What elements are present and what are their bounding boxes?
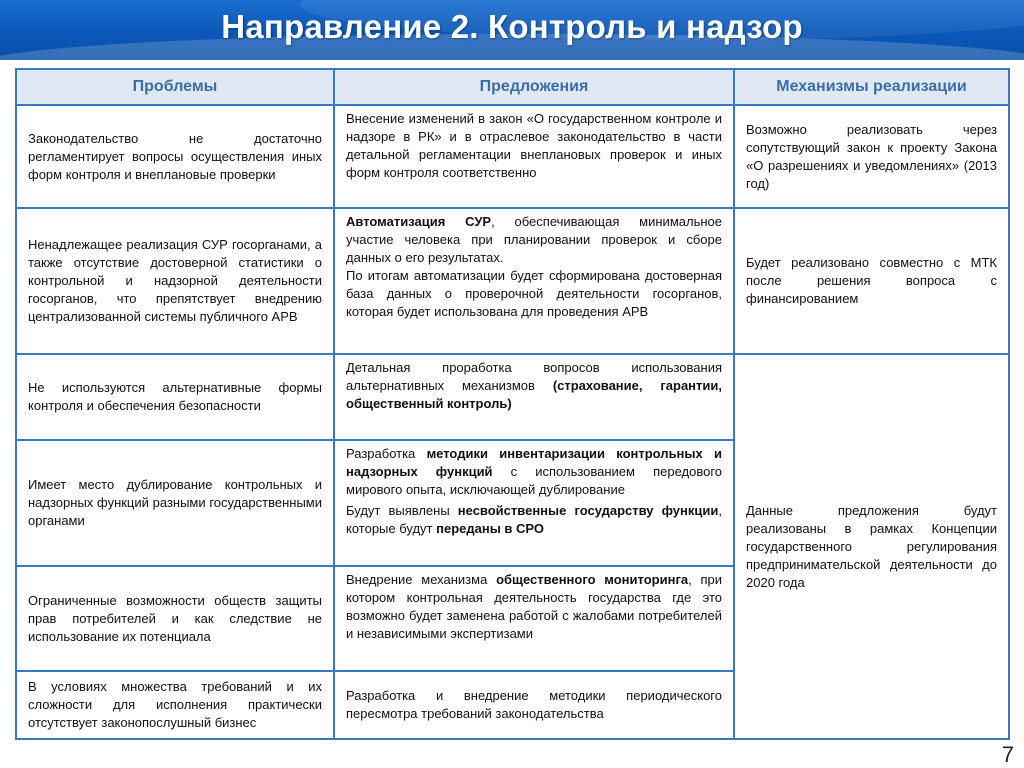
page-number: 7 xyxy=(1001,742,1014,767)
column-header-problems: Проблемы xyxy=(16,69,334,105)
column-header-mechanisms: Механизмы реализации xyxy=(734,69,1009,105)
proposal-paragraph xyxy=(346,502,722,538)
problem-cell: Законодательство не достаточно регламентирует вопросы осуществления иных форм контроля и внеплановые проверки xyxy=(16,105,334,208)
proposal-paragraph xyxy=(346,445,722,499)
table-row xyxy=(16,105,1009,208)
table-row xyxy=(16,208,1009,354)
slide-header xyxy=(0,0,1024,60)
proposal-text: Разработка xyxy=(346,446,427,461)
slide-title: Направление 2. Контроль и надзор xyxy=(221,8,803,45)
proposal-bold-text: общественного мониторинга xyxy=(496,572,689,587)
problem-cell: Имеет место дублирование контрольных и надзорных функций разными государственными органами xyxy=(16,440,334,566)
proposal-cell xyxy=(334,566,734,671)
proposal-bold-text: Автоматизация СУР xyxy=(346,214,492,229)
proposal-text: с использованием передового мирового опыта, исключающей дублирование xyxy=(346,464,722,497)
proposal-text: , обеспечивающая минимальное участие человека при планировании проверок и сборе данных о его результатах. xyxy=(346,214,722,265)
mechanism-cell: Будет реализовано совместно с МТК после решения вопроса с финансированием xyxy=(734,208,1009,354)
problem-cell: Не используются альтернативные формы контроля и обеспечения безопасности xyxy=(16,354,334,440)
proposal-text: , при котором контрольная деятельность государства где это возможно будет заменена работой с жалобами потребителей и независимыми экспертизами xyxy=(346,572,722,641)
proposals-table xyxy=(15,68,1010,740)
proposal-bold-text: переданы в СРО xyxy=(436,521,545,536)
proposal-bold-text: (страхование, гарантии, общественный контроль) xyxy=(346,378,722,411)
table-header-row xyxy=(16,69,1009,105)
proposal-bold-text: несвойственные государству функции xyxy=(457,503,719,518)
proposal-cell xyxy=(334,440,734,566)
problem-cell: Ограниченные возможности обществ защиты прав потребителей и как следствие не использование их потенциала xyxy=(16,566,334,671)
proposal-cell xyxy=(334,208,734,354)
proposal-paragraph: По итогам автоматизации будет сформирована достоверная база данных о проверочной деятельности госорганов, которая будет использована для проведения АРВ xyxy=(346,268,722,319)
mechanism-cell: Возможно реализовать через сопутствующий закон к проекту Закона «О разрешениях и уведомлениях» (2013 год) xyxy=(734,105,1009,208)
proposal-paragraph xyxy=(346,213,722,267)
problem-cell: Ненадлежащее реализация СУР госорганами, а также отсутствие достоверной статистики о контрольной и надзорной деятельности госорганов, что препятствует внедрению централизованной системы публичного АРВ xyxy=(16,208,334,354)
proposal-text: Внедрение механизма xyxy=(346,572,497,587)
problem-cell: В условиях множества требований и их сложности для исполнения практически отсутствует законопослушный бизнес xyxy=(16,671,334,739)
mechanism-cell-merged: Данные предложения будут реализованы в рамках Концепции государственного регулирования предпринимательской деятельности до 2020 года xyxy=(734,354,1009,739)
proposal-bold-text: методики инвентаризации контрольных и надзорных функций xyxy=(346,446,722,479)
proposal-text: Будут выявлены xyxy=(346,503,458,518)
proposal-cell: Разработка и внедрение методики периодического пересмотра требований законодательства xyxy=(334,671,734,739)
proposal-text: Детальная проработка вопросов использования альтернативных механизмов xyxy=(346,360,722,393)
proposal-cell xyxy=(334,354,734,440)
proposal-cell: Внесение изменений в закон «О государственном контроле и надзоре в РК» и в отраслевое законодательство в части детальной регламентации внеплановых проверок и иных форм контроля соответственно xyxy=(334,105,734,208)
proposal-text: , которые будут xyxy=(346,503,722,536)
column-header-proposals: Предложения xyxy=(334,69,734,105)
table-row xyxy=(16,354,1009,440)
